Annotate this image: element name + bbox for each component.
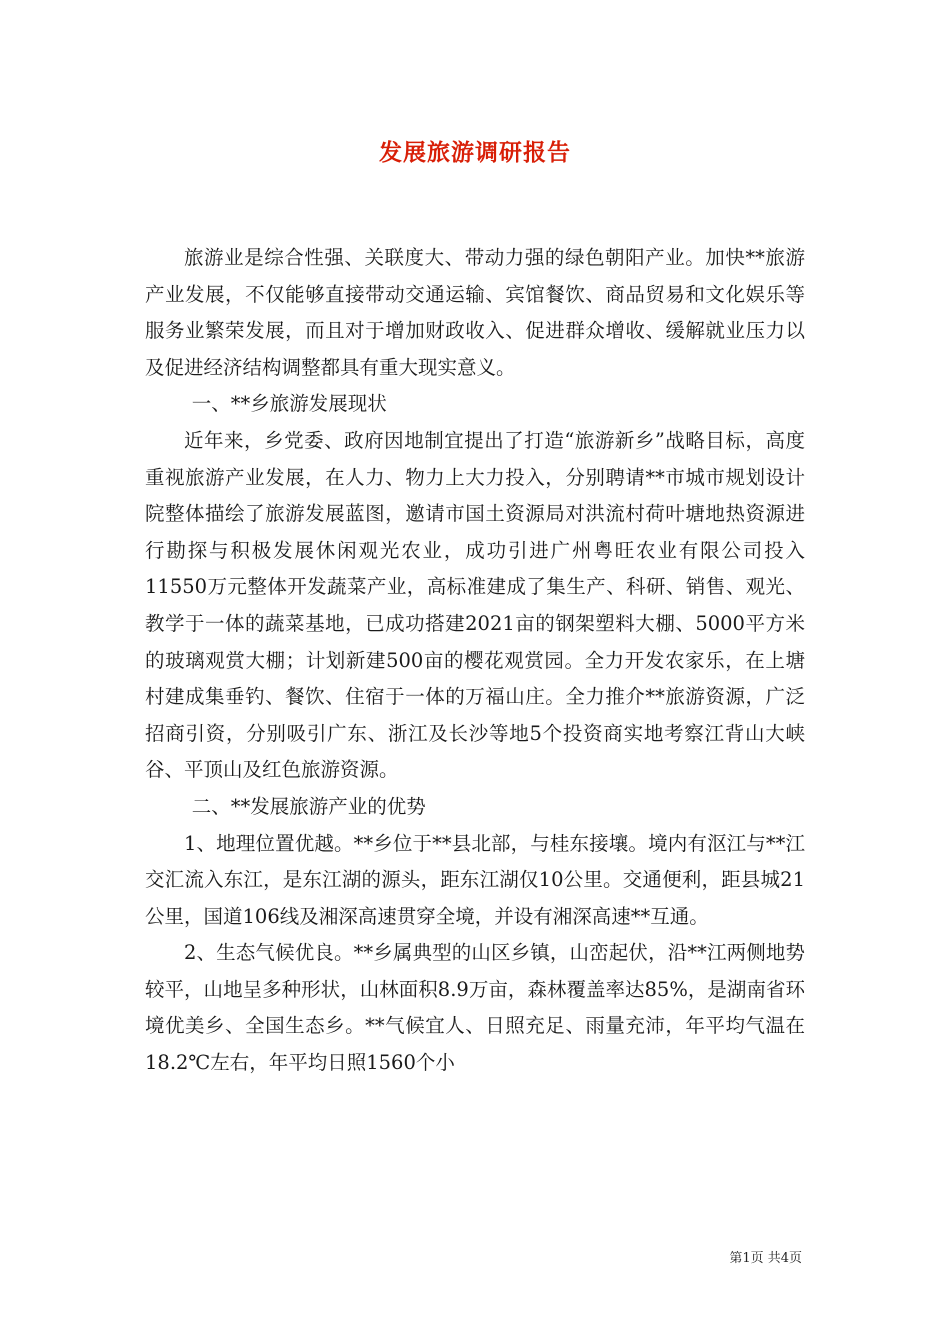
section-heading-1: 一、**乡旅游发展现状 <box>191 392 387 416</box>
paragraph-intro: 旅游业是综合性强、关联度大、带动力强的绿色朝阳产业。加快**旅游产业发展，不仅能够直接带动交通运输、宾馆餐饮、商品贸易和文化娱乐等服务业繁荣发展，而且对于增加财政收入、促进群众增收、缓解就业压力以及促进经济结构调整都具有重大现实意义。 <box>145 246 805 379</box>
document-title: 发展旅游调研报告 <box>379 139 571 166</box>
page-number: 第1页 共4页 <box>729 1251 802 1266</box>
paragraph-location: 1、地理位置优越。**乡位于**县北部，与桂东接壤。境内有沤江与**江交汇流入东江，是东江湖的源头，距东江湖仅10公里。交通便利，距县城21公里，国道106线及湘深高速贯穿全境，并设有湘深高速**互通。 <box>145 831 805 928</box>
paragraph-status: 近年来，乡党委、政府因地制宜提出了打造“旅游新乡”战略目标，高度重视旅游产业发展，在人力、物力上大力投入，分别聘请**市城市规划设计院整体描绘了旅游发展蓝图，邀请市国土资源局对洪流村荷叶塘地热资源进行勘探与积极发展休闲观光农业，成功引进广州粤旺农业有限公司投入11550万元整体开发蔬菜产业，高标准建成了集生产、科研、销售、观光、教学于一体的蔬菜基地，已成功搭建2021亩的钢架塑料大棚、5000平方米的玻璃观赏大棚；计划新建500亩的樱花观赏园。全力开发农家乐，在上塘村建成集垂钓、餐饮、住宿于一体的万福山庄。全力推介**旅游资源，广泛招商引资，分别吸引广东、浙江及长沙等地5个投资商实地考察江背山大峡谷、平顶山及红色旅游资源。 <box>145 428 805 782</box>
document-body <box>145 240 805 1082</box>
paragraph-ecology: 2、生态气候优良。**乡属典型的山区乡镇，山峦起伏，沿**江两侧地势较平，山地呈多种形状，山林面积8.9万亩，森林覆盖率达85%，是湖南省环境优美乡、全国生态乡。**气候宜人、日照充足、雨量充沛，年平均气温在18.2℃左右，年平均日照1560个小 <box>145 941 805 1075</box>
section-heading-2: 二、**发展旅游产业的优势 <box>191 794 426 818</box>
